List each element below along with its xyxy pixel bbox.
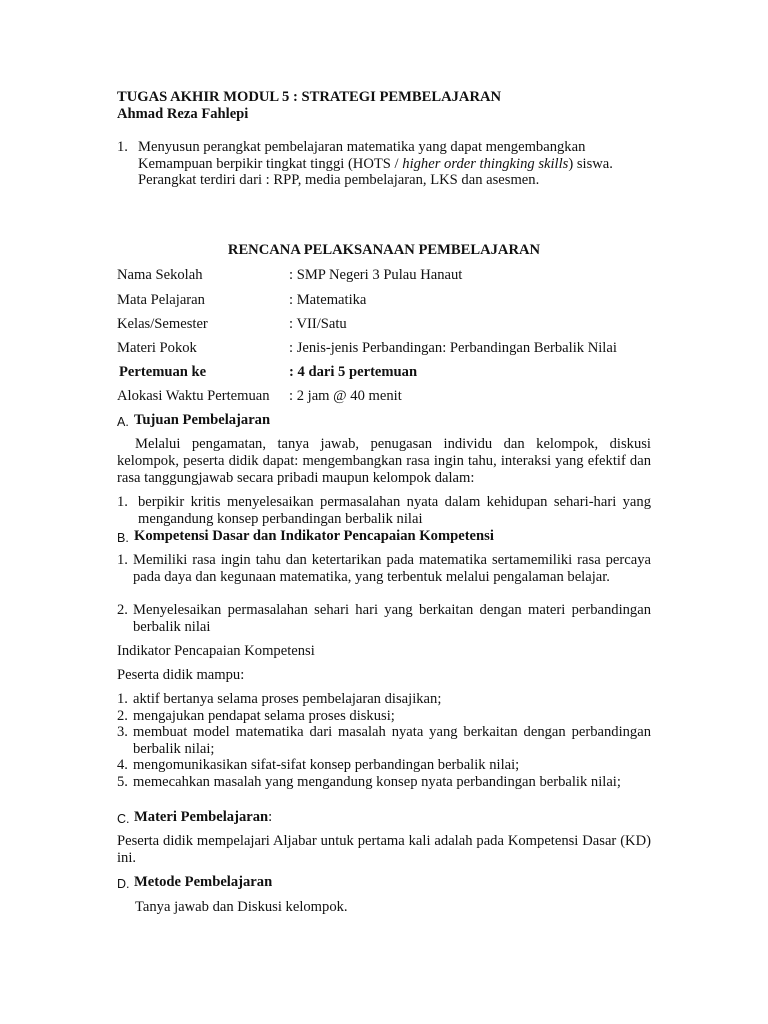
indicator-text: mengomunikasikan sifat-sifat konsep perbandingan berbalik nilai; <box>133 757 520 773</box>
indicator-text: mengajukan pendapat selama proses diskusi; <box>133 708 395 724</box>
competency-text: Memiliki rasa ingin tahu dan ketertarikan pada matematika sertamemiliki rasa percaya pada daya dan kegunaan matematika, yang terbentuk melalui pengalaman belajar. <box>133 552 651 585</box>
section-a-item-number: 1. <box>117 494 128 510</box>
competency-number: 1. <box>117 552 128 568</box>
indicator-intro: Peserta didik mampu: <box>117 667 245 683</box>
field-label-meeting: Pertemuan ke <box>119 364 207 380</box>
document-title: TUGAS AKHIR MODUL 5 : STRATEGI PEMBELAJARAN <box>117 89 502 105</box>
section-b-letter: B. <box>117 531 129 545</box>
indicator-heading: Indikator Pencapaian Kompetensi <box>117 643 315 659</box>
field-label-school: Nama Sekolah <box>117 267 203 283</box>
section-c-heading-line: Materi Pembelajaran: <box>134 809 273 825</box>
field-label-subject: Mata Pelajaran <box>117 292 205 308</box>
indicator-text: aktif bertanya selama proses pembelajaran disajikan; <box>133 691 442 707</box>
section-a-item-text: berpikir kritis menyelesaikan permasalahan nyata dalam kehidupan sehari-hari yang mengandung konsep perbandingan berbalik nilai <box>138 494 651 527</box>
section-a-heading: Tujuan Pembelajaran <box>134 412 271 428</box>
field-value-meeting: : 4 dari 5 pertemuan <box>289 364 418 380</box>
indicator-number: 4. <box>117 757 128 773</box>
task-line-3: Perangkat terdiri dari : RPP, media pembelajaran, LKS dan asesmen. <box>138 172 540 188</box>
competency-text: Menyelesaikan permasalahan sehari hari yang berkaitan dengan materi perbandingan berbalik nilai <box>133 602 651 635</box>
section-a-letter: A. <box>117 415 129 429</box>
indicator-number: 2. <box>117 708 128 724</box>
section-c-letter: C. <box>117 812 130 826</box>
author-name: Ahmad Reza Fahlepi <box>117 106 249 122</box>
section-a-paragraph: Melalui pengamatan, tanya jawab, penugasan individu dan kelompok, diskusi kelompok, peserta didik dapat: mengembangkan rasa ingin tahu, interaksi yang efektif dan rasa tanggungjawab secara pribadi maupun kelompok dalam: <box>117 436 651 486</box>
field-value-school: : SMP Negeri 3 Pulau Hanaut <box>289 267 463 283</box>
indicator-number: 1. <box>117 691 128 707</box>
indicator-number: 3. <box>117 724 128 740</box>
indicator-text: membuat model matematika dari masalah nyata yang berkaitan dengan perbandingan berbalik nilai; <box>133 724 651 757</box>
competency-number: 2. <box>117 602 128 618</box>
field-value-subject: : Matematika <box>289 292 367 308</box>
field-value-topic: : Jenis-jenis Perbandingan: Perbandingan Berbalik Nilai <box>289 340 617 356</box>
section-b-heading: Kompetensi Dasar dan Indikator Pencapaian Kompetensi <box>134 528 494 544</box>
field-value-class: : VII/Satu <box>289 316 347 332</box>
section-d-letter: D. <box>117 877 130 891</box>
section-d-paragraph: Tanya jawab dan Diskusi kelompok. <box>135 899 348 915</box>
rpp-title: RENCANA PELAKSANAAN PEMBELAJARAN <box>227 242 541 258</box>
field-label-topic: Materi Pokok <box>117 340 197 356</box>
hots-term: higher order thingking skills <box>402 156 569 172</box>
task-line-1: Menyusun perangkat pembelajaran matematika yang dapat mengembangkan <box>138 139 586 155</box>
field-label-time: Alokasi Waktu Pertemuan <box>117 388 270 404</box>
field-label-class: Kelas/Semester <box>117 316 208 332</box>
indicator-text: memecahkan masalah yang mengandung konsep nyata perbandingan berbalik nilai; <box>133 774 621 790</box>
section-c-paragraph: Peserta didik mempelajari Aljabar untuk pertama kali adalah pada Kompetensi Dasar (KD) ini. <box>117 833 651 866</box>
task-line-2: Kemampuan berpikir tingkat tinggi (HOTS / higher order thingking skills) siswa. <box>138 156 613 172</box>
field-value-time: : 2 jam @ 40 menit <box>289 388 402 404</box>
indicator-number: 5. <box>117 774 128 790</box>
section-d-heading: Metode Pembelajaran <box>134 874 273 890</box>
task-number: 1. <box>117 139 128 155</box>
section-c-heading: Materi Pembelajaran <box>134 809 269 825</box>
